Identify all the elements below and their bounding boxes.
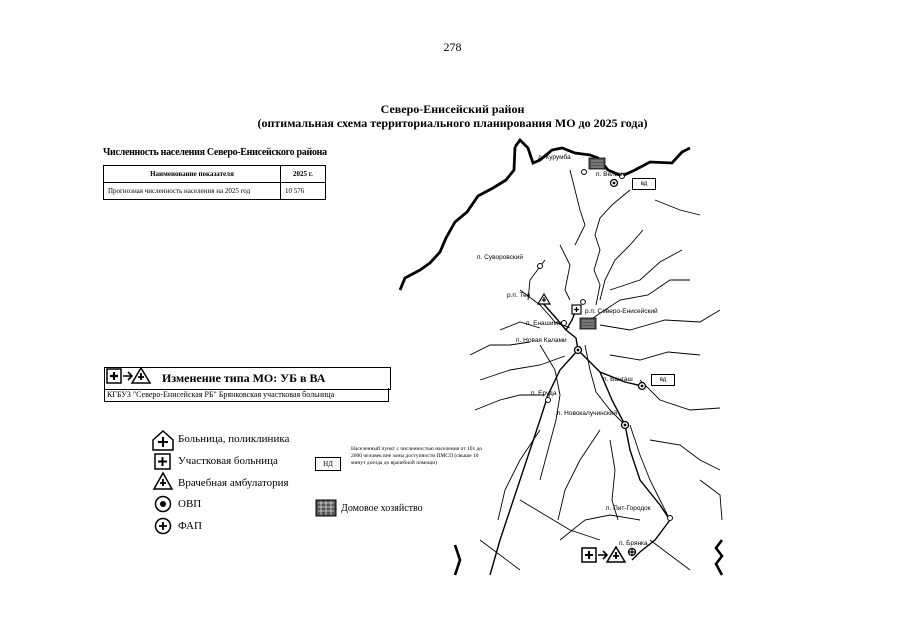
population-heading: Численность населения Северо-Енисейского района [103, 147, 327, 158]
legend-nd-description: Населенный пункт с численностью населения от 101 до 2000 человек вне зоны доступности ПМСП (свыше 10 минут доезда до врачебной помощи) [351, 446, 483, 466]
marker-suvorovsky [538, 264, 543, 269]
marker-kurumba [582, 170, 587, 175]
page-number: 278 [443, 40, 462, 54]
col-name-header: Наименование показателя [104, 166, 281, 183]
label-eniseysk: п. Енашимо [526, 320, 562, 327]
district-border-west [400, 147, 515, 290]
bryanka-change-icons [582, 547, 625, 562]
label-teya: р.п. Тея [507, 292, 531, 299]
legend-fap-label: ФАП [178, 520, 202, 532]
label-severo-eniseysky: р.п. Северо-Енисейский [585, 308, 658, 315]
label-vangash: п. Вангаш [603, 376, 633, 383]
label-bryanka: п. Брянка [619, 540, 648, 547]
legend-district-hospital-label: Участковая больница [178, 455, 278, 467]
col-year-header: 2025 г. [281, 166, 326, 183]
vd-badge-velmo: вд [632, 178, 656, 190]
river-network [470, 170, 722, 570]
household-kurumba [589, 158, 605, 169]
change-type-subtitle: КГБУЗ "Северо-Енисейская РБ" Брянковская участковая больница [104, 388, 389, 402]
change-type-title: Изменение типа МО: УБ в ВА [162, 371, 326, 385]
legend-nd-badge: НД [315, 457, 341, 471]
label-kurumba: д. Курумба [538, 154, 571, 161]
label-novokaluchinsky: п. Новокалучинский [557, 410, 618, 417]
row-value: 10 576 [281, 183, 326, 200]
map-title: Северо-Енисейский район [380, 102, 525, 116]
label-eruda: п. Еруда [531, 390, 557, 397]
legend-ovp-label: ОВП [178, 498, 202, 510]
legend-hospital-label: Больница, поликлиника [178, 433, 290, 445]
legend-ambulatory-label: Врачебная амбулатория [178, 477, 289, 489]
household-eniseysk [580, 318, 596, 329]
label-suvorovsky: п. Суворовский [477, 254, 524, 261]
label-novaya-kalami: п. Новая Калами [516, 337, 567, 344]
label-pit-gorodok: п. Пит-Городок [606, 505, 651, 512]
row-label: Прогнозная численность населения на 2025 год [104, 183, 281, 200]
label-velmo: п. Вельмо [596, 171, 627, 178]
legend-household-label: Домовое хозяйство [341, 503, 423, 514]
vd-badge-vangash: вд [651, 374, 675, 386]
marker-pit-gorodok [668, 516, 673, 521]
district-border-east [716, 540, 722, 575]
map-subtitle: (оптимальная схема территориального планирования МО до 2025 года) [257, 116, 648, 130]
marker-eniseysk [562, 321, 567, 326]
marker-eruda [546, 398, 551, 403]
